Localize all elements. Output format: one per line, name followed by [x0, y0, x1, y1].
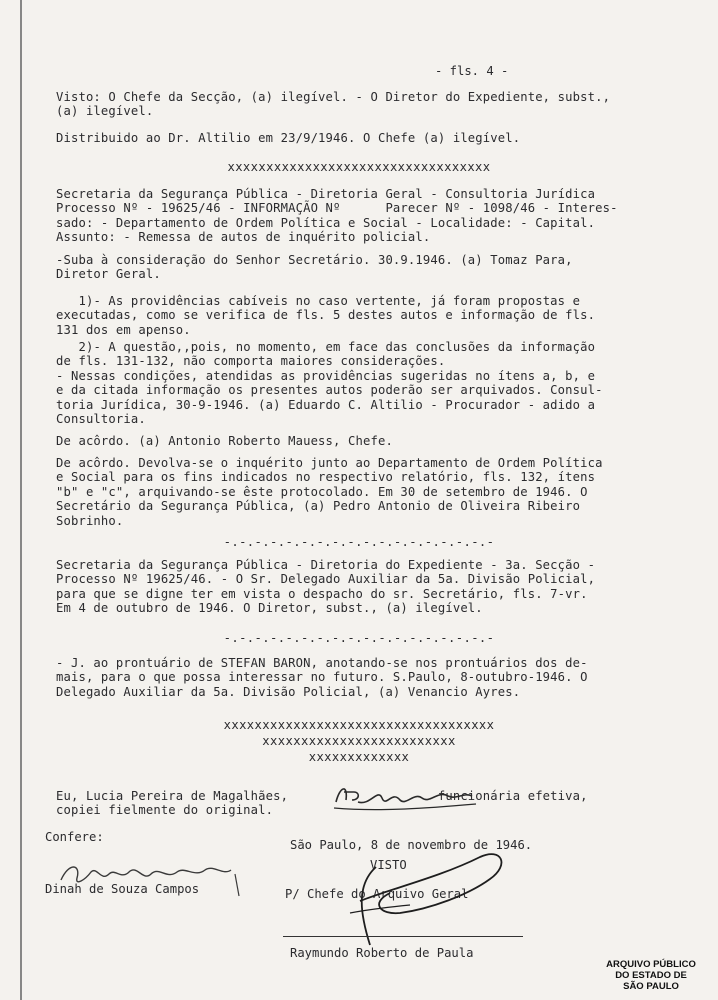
- left-margin-rule: [20, 0, 22, 1000]
- item-1-paragraph: 1)- As providências cabíveis no caso vertente, já foram propostas e executadas, como se verifica de fls. 5 destes autos e informação de fls. 131 dos em apenso.: [56, 294, 596, 337]
- secretaria-juridica-paragraph: Secretaria da Segurança Pública - Diretoria Geral - Consultoria Jurídica Processo Nº - 19625/46 - INFORMAÇÃO Nº Parecer Nº - 1098/46 - Interes- sado: - Departamento de Ordem Política e Social - Localidade: - Capital. Assunto: - Remessa de autos de inquérito policial.: [56, 187, 618, 245]
- signature-rule: [283, 936, 523, 937]
- copy-certification-paragraph: Eu, Lucia Pereira de Magalhães, funcionária efetiva, copiei fielmente do original.: [56, 789, 588, 818]
- acordo-chefe-paragraph: De acôrdo. (a) Antonio Roberto Mauess, Chefe.: [56, 434, 393, 448]
- item-2-paragraph: 2)- A questão,,pois, no momento, em face das conclusões da informação de fls. 131-132, não comporta maiores considerações. - Nessas condições, atendidas as providências sugeridas no ítens a, b, e e da citada informação os presentes autos poderão ser arquivados. Consul- toria Jurídica, 30-9-1946. (a) Eduardo C. Altilio - Procurador - adido a Consultoria.: [56, 340, 603, 427]
- prontuario-paragraph: - J. ao prontuário de STEFAN BARON, anotando-se nos prontuários dos de- mais, para o que possa interessar no futuro. S.Paulo, 8-outubro-1946. O Delegado Auxiliar da 5a. Divisão Policial, (a) Venancio Ayres.: [56, 656, 588, 699]
- confere-label: Confere:: [45, 830, 104, 844]
- conferer-name: Dinah de Souza Campos: [45, 882, 200, 896]
- separator-x-1: xxxxxxxxxxxxxxxxxxxxxxxxxxxxxxxxxx: [227, 160, 491, 174]
- acordo-secretario-paragraph: De acôrdo. Devolva-se o inquérito junto ao Departamento de Ordem Política e Social para os fins indicados no respectivo relatório, fls. 132, ítens "b" e "c", arquivando-se êste protocolado. Em 30 de setembro de 1946. O Secretário da Segurança Pública, (a) Pedro Antonio de Oliveira Ribeiro Sobrinho.: [56, 456, 603, 528]
- chefe-arquivo-label: P/ Chefe do Arquivo Geral: [285, 887, 469, 901]
- stamp-line-1: ARQUIVO PÚBLICO: [606, 959, 696, 970]
- secretaria-expediente-paragraph: Secretaria da Segurança Pública - Diretoria do Expediente - 3a. Secção - Processo Nº 19625/46. - O Sr. Delegado Auxiliar da 5a. Divisão Policial, para que se digne ter em vista o despacho do sr. Secretário, fls. 7-vr. Em 4 de outubro de 1946. O Diretor, subst., (a) ilegível.: [56, 558, 596, 616]
- separator-x-3: xxxxxxxxxxxxxxxxxxxxxxxxx: [262, 734, 456, 748]
- date-line: São Paulo, 8 de novembro de 1946.: [290, 838, 533, 852]
- separator-x-2: xxxxxxxxxxxxxxxxxxxxxxxxxxxxxxxxxxx: [223, 718, 495, 732]
- page-number: - fls. 4 -: [435, 64, 509, 78]
- separator-dash-1: -.-.-.-.-.-.-.-.-.-.-.-.-.-.-.-.-.-: [223, 535, 495, 549]
- distribuido-paragraph: Distribuido ao Dr. Altilio em 23/9/1946. O Chefe (a) ilegível.: [56, 131, 521, 145]
- separator-dash-2: -.-.-.-.-.-.-.-.-.-.-.-.-.-.-.-.-.-: [223, 631, 495, 645]
- archive-stamp: [592, 959, 710, 992]
- suba-paragraph: -Suba à consideração do Senhor Secretário. 30.9.1946. (a) Tomaz Para, Diretor Geral.: [56, 253, 573, 282]
- separator-x-4: xxxxxxxxxxxxx: [308, 750, 410, 764]
- visto-label: VISTO: [370, 858, 407, 872]
- magalhaes-signature: [330, 778, 480, 818]
- stamp-line-2: DO ESTADO DE: [615, 970, 687, 981]
- chefe-name: Raymundo Roberto de Paula: [290, 946, 474, 960]
- stamp-line-3: SÃO PAULO: [623, 981, 679, 992]
- visto-paragraph: Visto: O Chefe da Secção, (a) ilegível. - O Diretor do Expediente, subst., (a) ilegível.: [56, 90, 611, 119]
